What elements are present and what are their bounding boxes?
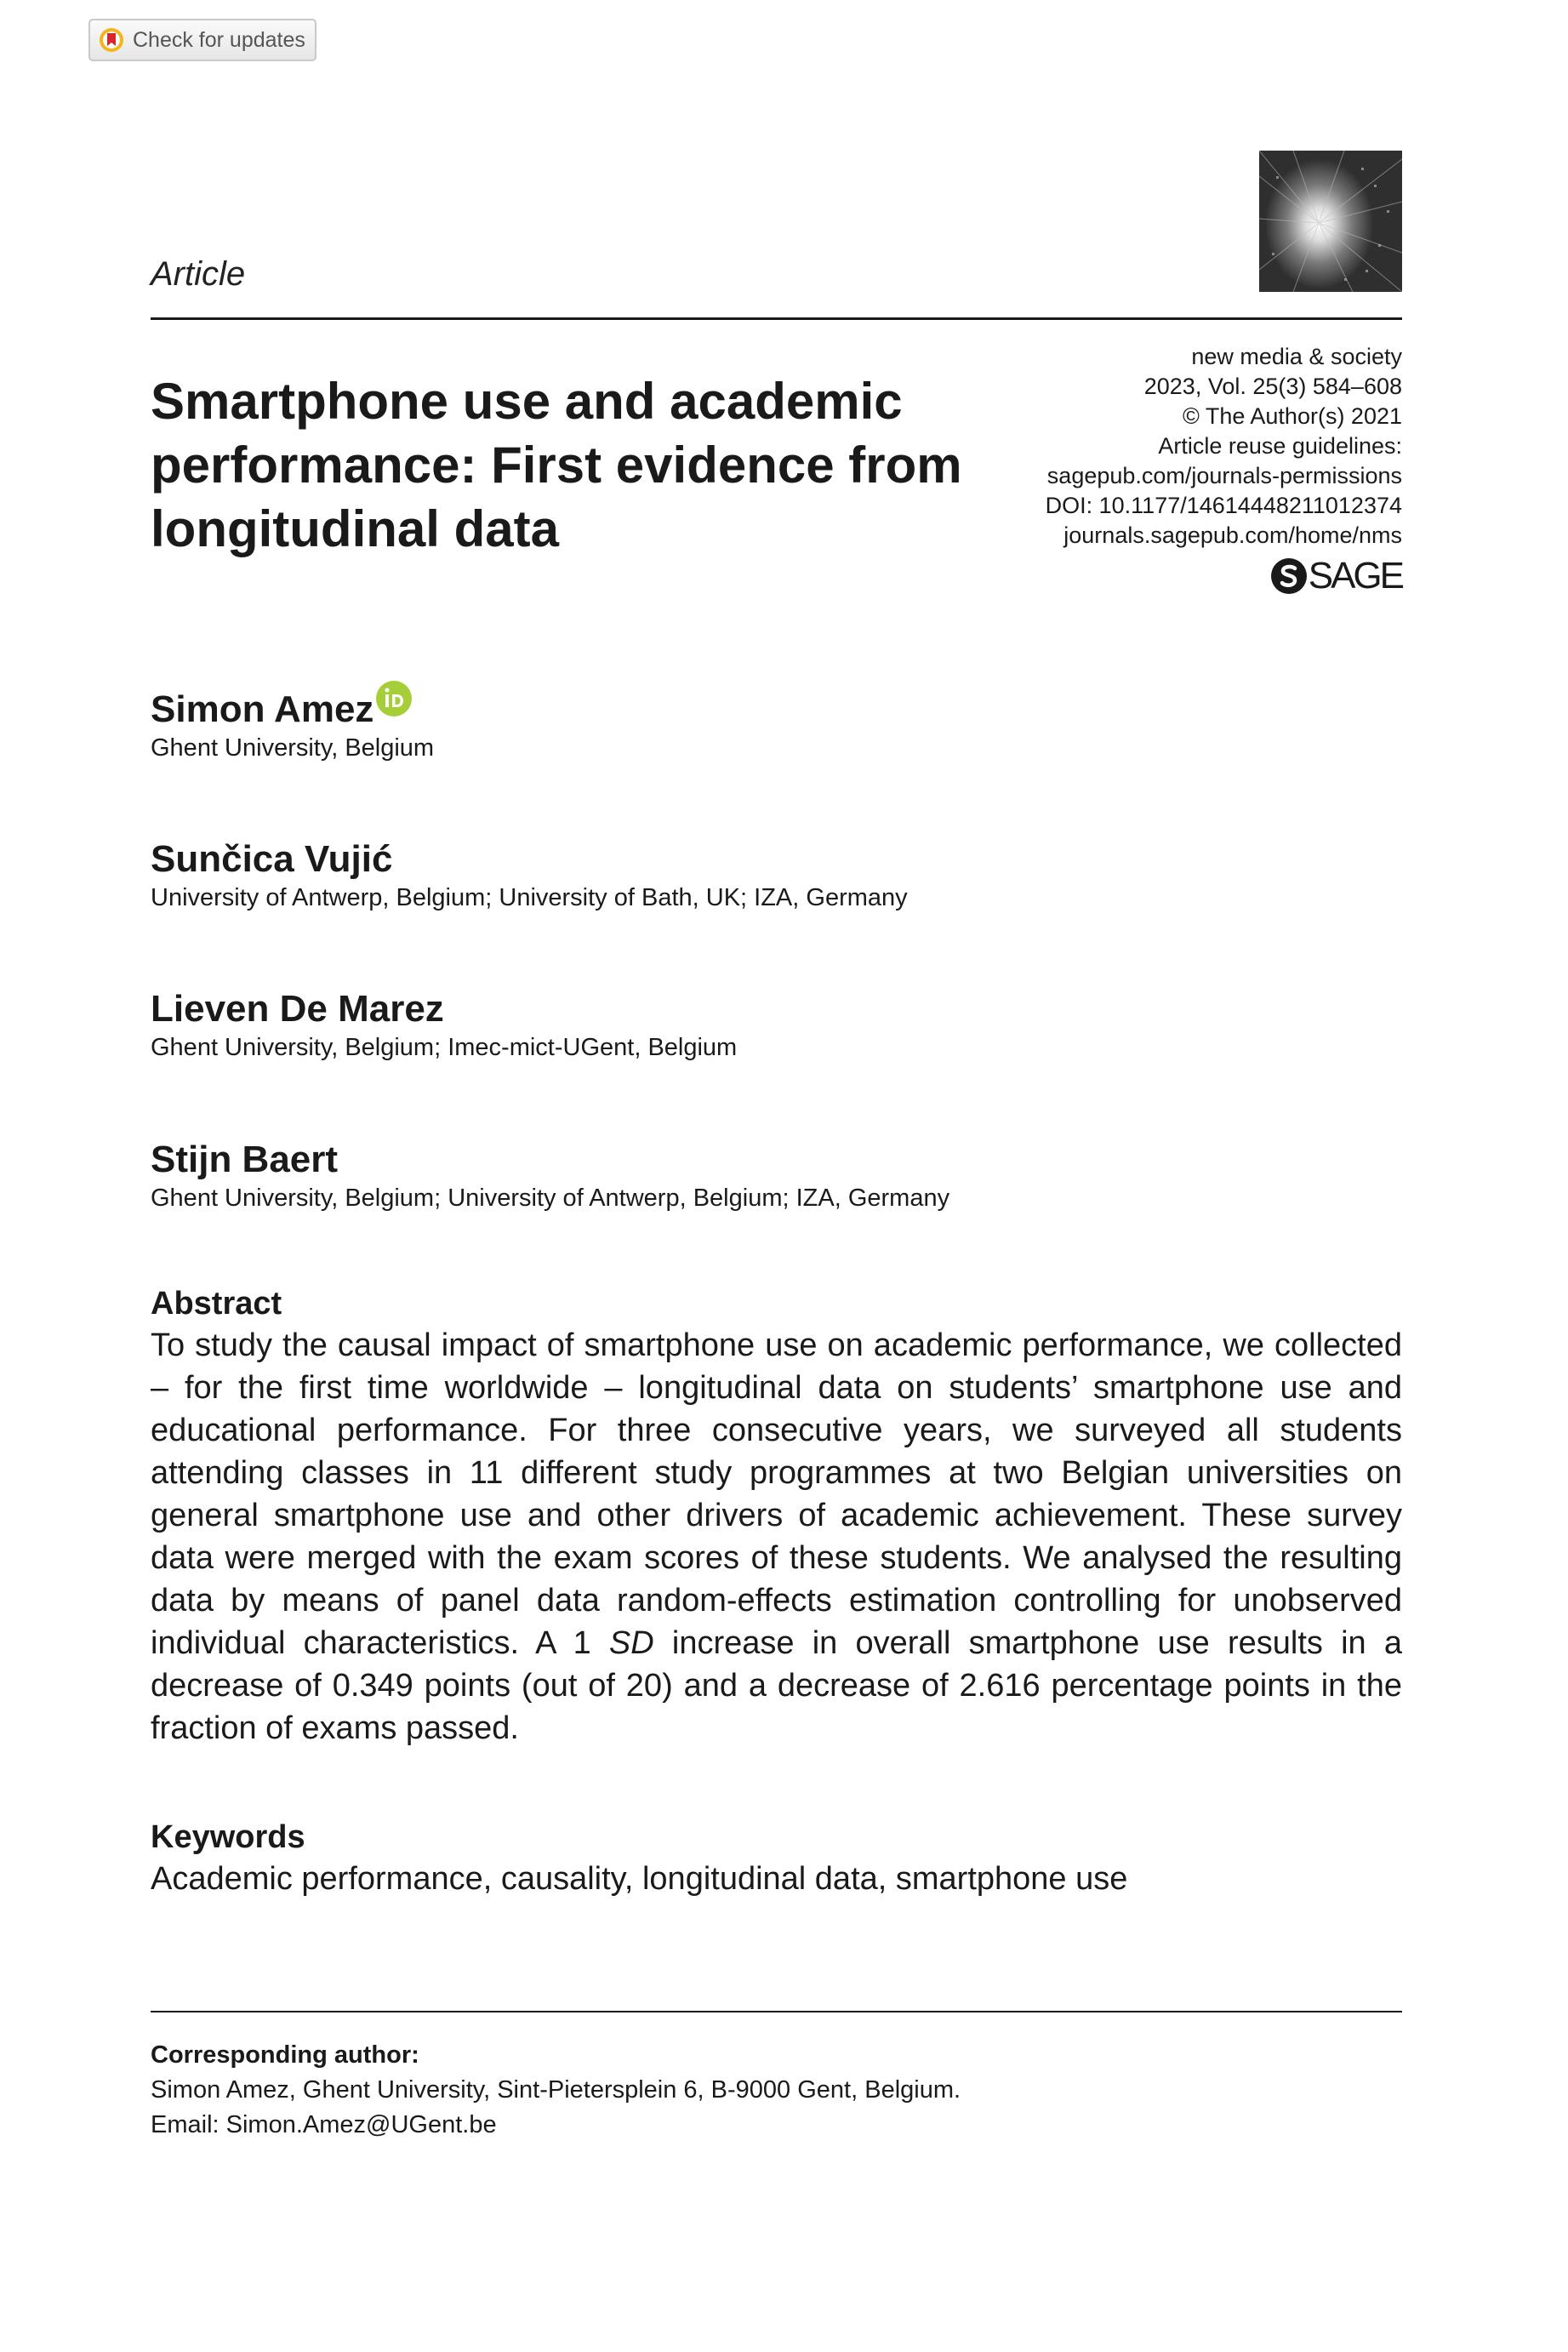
- abstract-section: [151, 1283, 1402, 1750]
- author-name: Stijn Baert: [151, 1139, 339, 1180]
- journal-cover-image: [1259, 151, 1402, 292]
- check-for-updates-button[interactable]: [88, 19, 316, 61]
- check-for-updates-label: Check for updates: [133, 27, 305, 52]
- header-divider: [151, 317, 1402, 320]
- author-name-text: Simon Amez: [151, 688, 374, 730]
- sage-logo: [1270, 557, 1402, 595]
- author-name: Lieven De Marez: [151, 988, 444, 1030]
- reuse-guidelines-label: Article reuse guidelines:: [1158, 433, 1402, 459]
- author-block: [151, 1138, 949, 1214]
- journal-volume: 2023, Vol. 25(3) 584–608: [1143, 374, 1402, 399]
- journal-homepage-link[interactable]: journals.sagepub.com/home/nms: [1063, 522, 1402, 548]
- abstract-text: [151, 1324, 1402, 1750]
- abstract-text-part: increase in overall smartphone use results in a decrease of 0.349 points (out of 20) and a decrease of 2.616 percentage points in the fraction of exams passed.: [151, 1625, 1403, 1746]
- abstract-heading: Abstract: [151, 1286, 282, 1322]
- footer-divider: [151, 2011, 1402, 2012]
- sage-s-icon: [1270, 557, 1308, 595]
- keywords-text: Academic performance, causality, longitudinal data, smartphone use: [151, 1861, 1128, 1897]
- author-affiliation: Ghent University, Belgium; University of Antwerp, Belgium; IZA, Germany: [151, 1185, 950, 1212]
- orcid-icon[interactable]: [375, 680, 413, 717]
- author-block: [151, 987, 737, 1064]
- corresponding-author: [151, 2038, 1402, 2143]
- author-block: [151, 837, 908, 914]
- article-title: Smartphone use and academic performance: First evidence from longitudinal data: [151, 373, 962, 557]
- publisher-name: SAGE: [1308, 555, 1402, 597]
- author-affiliation: University of Antwerp, Belgium; University of Bath, UK; IZA, Germany: [151, 884, 908, 911]
- corresponding-author-email[interactable]: Email: Simon.Amez@UGent.be: [151, 2111, 497, 2138]
- author-name: Sunčica Vujić: [151, 838, 393, 880]
- crossmark-icon: [99, 27, 124, 53]
- author-affiliation: Ghent University, Belgium; Imec-mict-UGent, Belgium: [151, 1034, 738, 1061]
- article-type-label: Article: [151, 255, 246, 293]
- abstract-text-part: To study the causal impact of smartphone use on academic performance, we collected – for the first time worldwide – longitudinal data on students’ smartphone use and educational performance. For three consecutive years, we surveyed all students attending classes in 11 different study programmes at two Belgian universities on general smartphone use and other drivers of academic achievement. These survey data were merged with the exam scores of these students. We analysed the resulting data by means of panel data random-effects estimation controlling for unobserved individual characteristics. A 1: [151, 1327, 1402, 1661]
- doi-link[interactable]: DOI: 10.1177/14614448211012374: [1045, 493, 1402, 518]
- journal-metadata: [1046, 342, 1402, 551]
- journal-name: new media & society: [1191, 344, 1402, 369]
- author-affiliation: Ghent University, Belgium: [151, 734, 435, 762]
- copyright-line: © The Author(s) 2021: [1182, 403, 1402, 429]
- abstract-sd-term: SD: [608, 1625, 654, 1661]
- corresponding-author-address: Simon Amez, Ghent University, Sint-Pietersplein 6, B-9000 Gent, Belgium.: [151, 2076, 961, 2104]
- reuse-guidelines-link[interactable]: sagepub.com/journals-permissions: [1046, 463, 1402, 488]
- keywords-section: [151, 1817, 1402, 1900]
- keywords-heading: Keywords: [151, 1819, 305, 1855]
- corresponding-author-heading: Corresponding author:: [151, 2041, 419, 2069]
- author-block: [151, 688, 434, 764]
- author-name: [151, 688, 434, 732]
